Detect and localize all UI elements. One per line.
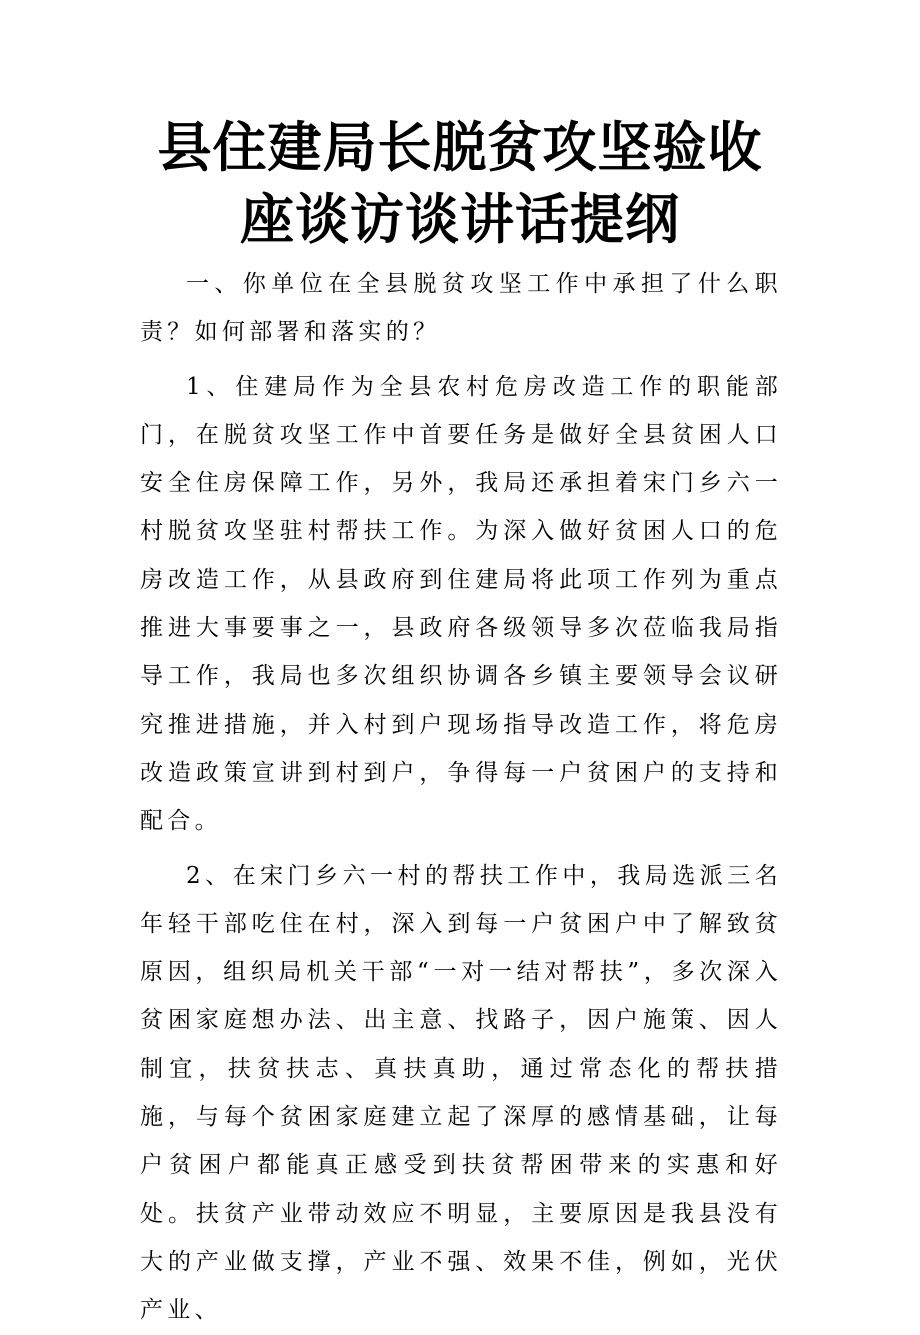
- paragraph-question-1: 一、你单位在全县脱贫攻坚工作中承担了什么职责？如何部署和落实的？: [140, 271, 782, 346]
- title-line-2: 座谈访谈讲话提纲: [240, 188, 680, 251]
- title-line-1: 县住建局长脱贫攻坚验收: [157, 116, 763, 179]
- document-body: [140, 260, 782, 1335]
- paragraph-answer-2: 2、在宋门乡六一村的帮扶工作中，我局选派三名年轻干部吃住在村，深入到每一户贫困户中了解致贫原因，组织局机关干部“一对一结对帮扶”，多次深入贫困家庭想办法、出主意、找路子，因户施策、因人制宜，扶贫扶志、真扶真助，通过常态化的帮扶措施，与每个贫困家庭建立起了深厚的感情基础，让每户贫困户都能真正感受到扶贫帮困带来的实惠和好处。扶贫产业带动效应不明显，主要原因是我县没有大的产业做支撑，产业不强、效果不佳，例如，光伏产业、: [140, 862, 782, 1324]
- paragraph-answer-1: 1、住建局作为全县农村危房改造工作的职能部门，在脱贫攻坚工作中首要任务是做好全县贫困人口安全住房保障工作，另外，我局还承担着宋门乡六一村脱贫攻坚驻村帮扶工作。为深入做好贫困人口的危房改造工作，从县政府到住建局将此项工作列为重点推进大事要事之一，县政府各级领导多次莅临我局指导工作，我局也多次组织协调各乡镇主要领导会议研究推进措施，并入村到户现场指导改造工作，将危房改造政策宣讲到村到户，争得每一户贫困户的支持和配合。: [140, 373, 782, 835]
- document-title: [120, 112, 800, 256]
